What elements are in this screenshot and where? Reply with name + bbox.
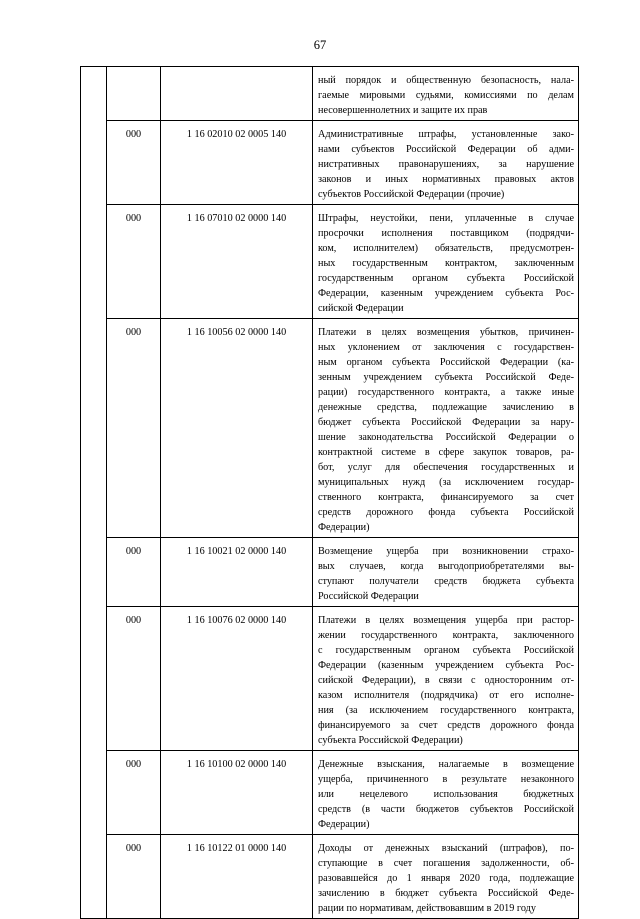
table-row	[81, 751, 579, 835]
description-cell	[313, 835, 579, 919]
table-row	[81, 835, 579, 919]
budget-code: 1 16 10122 01 0000 140	[186, 843, 287, 854]
admin-code-cell	[107, 67, 161, 121]
description-line: бюджет субъекта Российской Федерации за нару-	[318, 417, 574, 428]
description-line: зенным учреждением субъекта Российской Феде-	[318, 372, 574, 383]
description-line: Платежи в целях возмещения ущерба при растор-	[318, 615, 574, 626]
description-line: зачислению в бюджет субъекта Российской Феде-	[318, 888, 574, 899]
description-cell	[313, 751, 579, 835]
description-line: Возмещение ущерба при возникновении страхо-	[318, 546, 574, 557]
page-number: 67	[313, 38, 327, 52]
description-line: Административные штрафы, установленные зако-	[318, 129, 574, 140]
table-row	[81, 607, 579, 751]
description-line: средств (в части бюджетов субъектов Российской	[318, 804, 574, 815]
description-line: Российской Федерации	[318, 591, 419, 602]
admin-code-cell	[107, 751, 161, 835]
description-line: ступают получатели средств бюджета субъекта	[318, 576, 574, 587]
table-row	[81, 319, 579, 538]
description-cell	[313, 121, 579, 205]
description-line: Федерации (казенным учреждением субъекта Рос-	[318, 660, 574, 671]
admin-code: 000	[125, 759, 142, 770]
description-line: государственным органом субъекта Российской	[318, 273, 574, 284]
description-line: жении государственного контракта, заключенного	[318, 630, 574, 641]
description-text	[313, 205, 578, 318]
description-line: Штрафы, неустойки, пени, уплаченные в случае	[318, 213, 574, 224]
budget-code: 1 16 02010 02 0005 140	[186, 129, 287, 140]
description-cell	[313, 319, 579, 538]
description-line: ния (за исключением государственного контракта,	[318, 705, 574, 716]
admin-code: 000	[125, 843, 142, 854]
blank-cell	[81, 607, 107, 751]
description-line: или нецелевого использования бюджетных	[318, 789, 574, 800]
description-text	[313, 67, 578, 120]
description-line: ный порядок и общественную безопасность, нала-	[318, 75, 574, 86]
admin-code: 000	[125, 615, 142, 626]
description-line: с государственным органом субъекта Российской	[318, 645, 574, 656]
table-row	[81, 205, 579, 319]
blank-cell	[81, 121, 107, 205]
description-text	[313, 319, 578, 537]
blank-cell	[81, 751, 107, 835]
admin-code: 000	[125, 546, 142, 557]
description-text	[313, 751, 578, 834]
table-row	[81, 67, 579, 121]
description-line: несовершеннолетних и защите их прав	[318, 105, 488, 116]
description-line: субъекта Российской Федерации)	[318, 735, 463, 746]
description-line: разовавшейся до 1 января 2020 года, подлежащие	[318, 873, 574, 884]
budget-code: 1 16 10100 02 0000 140	[186, 759, 287, 770]
description-line: шение законодательства Российской Федерации о	[318, 432, 574, 443]
description-line: гаемые мировыми судьями, комиссиями по делам	[318, 90, 574, 101]
admin-code: 000	[125, 129, 142, 140]
description-line: субъектов Российской Федерации (прочие)	[318, 189, 505, 200]
budget-code: 1 16 10076 02 0000 140	[186, 615, 287, 626]
budget-code: 1 16 10021 02 0000 140	[186, 546, 287, 557]
description-line: ных государственным контрактом, заключенным	[318, 258, 574, 269]
admin-code-cell	[107, 205, 161, 319]
admin-code-cell	[107, 607, 161, 751]
budget-code: 1 16 07010 02 0000 140	[186, 213, 287, 224]
budget-code-cell	[161, 751, 313, 835]
description-line: Денежные взыскания, налагаемые в возмещение	[318, 759, 574, 770]
budget-code-cell	[161, 538, 313, 607]
description-line: бот, услуг для обеспечения государственных и	[318, 462, 574, 473]
budget-code	[161, 67, 312, 73]
admin-code-cell	[107, 538, 161, 607]
description-text	[313, 835, 578, 918]
blank-cell	[81, 538, 107, 607]
description-text	[313, 121, 578, 204]
description-line: казом исполнителя (подрядчика) от его исполне-	[318, 690, 574, 701]
description-line: ущерба, причиненного в результате незаконного	[318, 774, 574, 785]
budget-code: 1 16 10056 02 0000 140	[186, 327, 287, 338]
budget-codes-table	[80, 66, 579, 919]
description-line: финансируемого за счет средств дорожного фонда	[318, 720, 574, 731]
description-line: сийской Федерации), в связи с односторонним от-	[318, 675, 574, 686]
description-line: ным органом субъекта Российской Федерации (ка-	[318, 357, 574, 368]
budget-code-cell	[161, 319, 313, 538]
table-body	[81, 67, 579, 919]
blank-cell	[81, 67, 107, 121]
budget-code-cell	[161, 67, 313, 121]
description-text	[313, 607, 578, 750]
description-text	[313, 538, 578, 606]
admin-code: 000	[125, 327, 142, 338]
blank-cell	[81, 835, 107, 919]
description-line: средств дорожного фонда субъекта Российской	[318, 507, 574, 518]
blank-cell	[81, 205, 107, 319]
blank-cell	[81, 319, 107, 538]
budget-code-cell	[161, 121, 313, 205]
budget-code-cell	[161, 205, 313, 319]
description-line: вых случаев, когда выгодоприобретателями вы-	[318, 561, 574, 572]
admin-code-cell	[107, 121, 161, 205]
description-line: ных уклонением от заключения с государствен-	[318, 342, 574, 353]
description-line: нами субъектов Российской Федерации об адми-	[318, 144, 574, 155]
admin-code-cell	[107, 319, 161, 538]
budget-code-cell	[161, 835, 313, 919]
description-line: рации по нормативам, действовавшим в 2019 году	[318, 903, 536, 914]
description-line: ственного контракта, финансируемого за счет	[318, 492, 574, 503]
description-line: денежные средства, подлежащие зачислению в	[318, 402, 574, 413]
description-line: просрочки исполнения поставщиком (подрядчи-	[318, 228, 574, 239]
description-line: Доходы от денежных взысканий (штрафов), по-	[318, 843, 574, 854]
description-line: контрактной системе в сфере закупок товаров, ра-	[318, 447, 574, 458]
admin-code-cell	[107, 835, 161, 919]
description-line: ступающие в счет погашения задолженности, об-	[318, 858, 574, 869]
description-line: рации) государственного контракта, а также иные	[318, 387, 574, 398]
description-line: муниципальных нужд (за исключением государ-	[318, 477, 574, 488]
budget-code-cell	[161, 607, 313, 751]
admin-code	[107, 67, 160, 73]
description-line: Платежи в целях возмещения убытков, причинен-	[318, 327, 574, 338]
table-row	[81, 538, 579, 607]
table-row	[81, 121, 579, 205]
description-line: законов и иных нормативных правовых актов	[318, 174, 574, 185]
description-line: Федерации, казенным учреждением субъекта Рос-	[318, 288, 574, 299]
description-cell	[313, 538, 579, 607]
description-line: нистративных правонарушениях, за нарушение	[318, 159, 574, 170]
description-cell	[313, 67, 579, 121]
admin-code: 000	[125, 213, 142, 224]
description-line: сийской Федерации	[318, 303, 404, 314]
description-line: Федерации)	[318, 819, 370, 830]
description-cell	[313, 205, 579, 319]
description-line: ком, исполнителем) обязательств, предусмотрен-	[318, 243, 574, 254]
description-cell	[313, 607, 579, 751]
description-line: Федерации)	[318, 522, 370, 533]
